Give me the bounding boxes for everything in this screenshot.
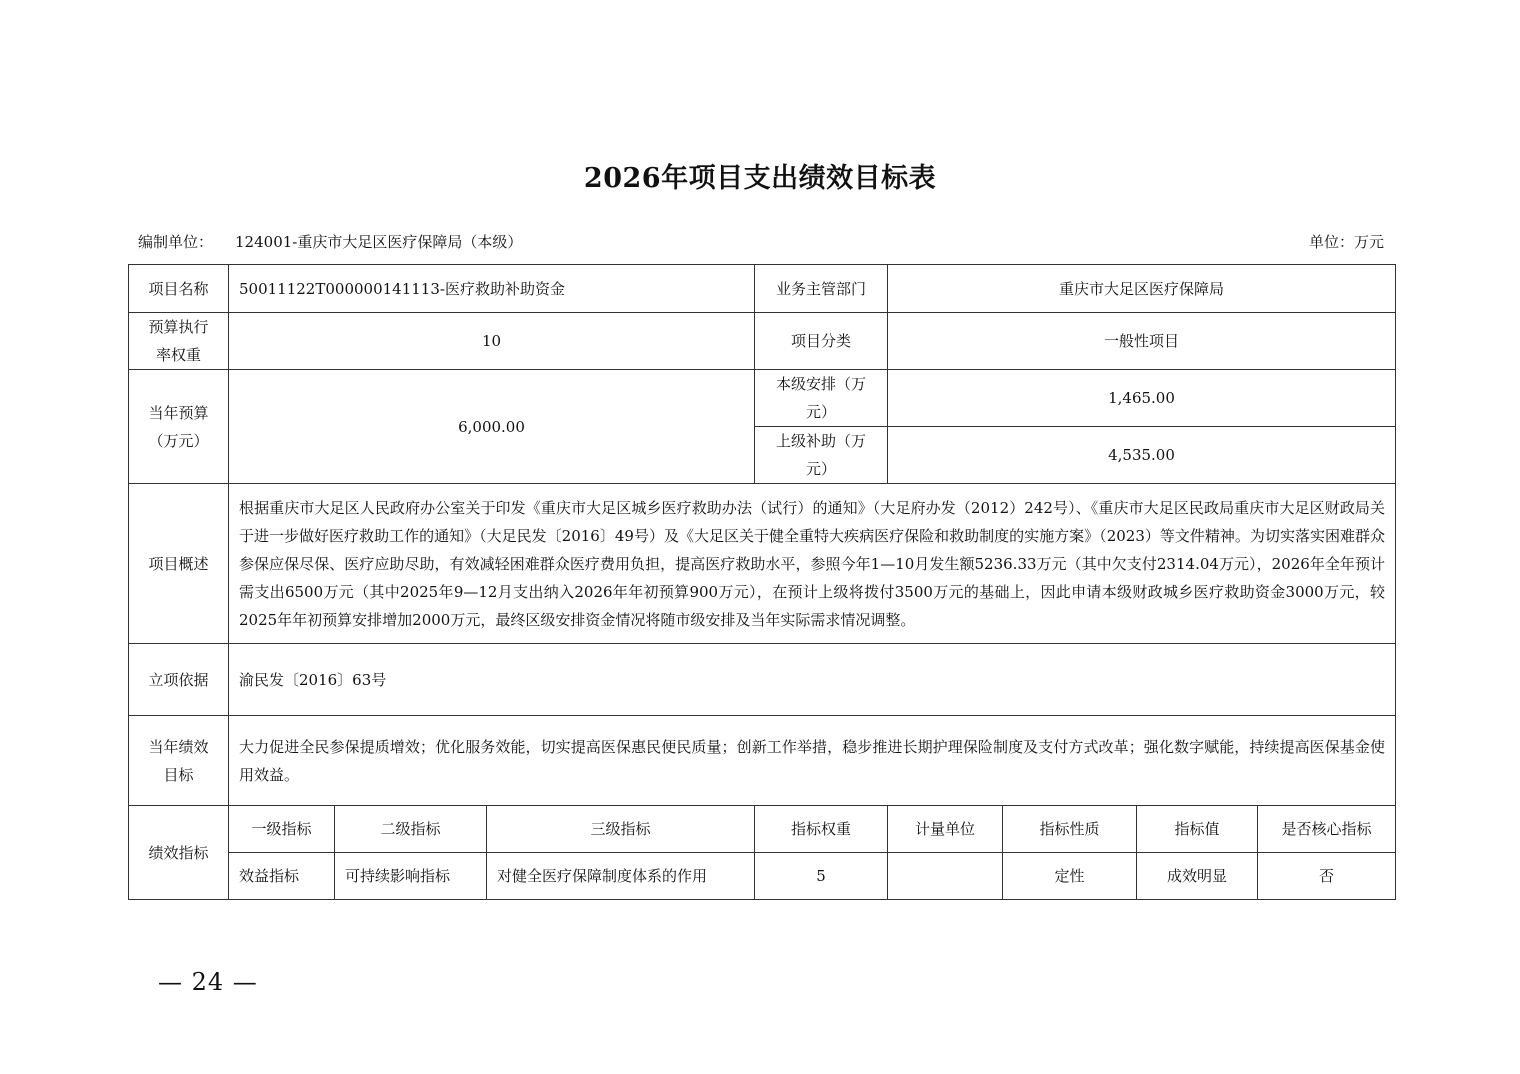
indicator-level3: 对健全医疗保障制度体系的作用 <box>487 853 755 900</box>
table-row <box>129 265 1396 313</box>
compiling-unit-value: 124001-重庆市大足区医疗保障局（本级） <box>235 233 523 251</box>
category-value: 一般性项目 <box>888 313 1396 370</box>
project-name-value: 50011122T000000141113-医疗救助补助资金 <box>229 265 755 313</box>
header-unit: 计量单位 <box>888 806 1003 853</box>
indicator-level2: 可持续影响指标 <box>335 853 487 900</box>
annual-goal-label <box>129 716 229 806</box>
dept-value: 重庆市大足区医疗保障局 <box>888 265 1396 313</box>
header-level1: 一级指标 <box>229 806 335 853</box>
overview-text: 根据重庆市大足区人民政府办公室关于印发《重庆市大足区城乡医疗救助办法（试行）的通知》（大足府办发（2012）242号）、《重庆市大足区民政局重庆市大足区财政局关于进一步做好医疗救助工作的通知》（大足民发〔2016〕49号）及《大足区关于健全重特大疾病医疗保险和救助制度的实施方案》（2023）等文件精神。为切实落实困难群众参保应保尽保、医疗应助尽助，有效减轻困难群众医疗费用负担，提高医疗救助水平，参照今年1—10月发生额5236.33万元（其中欠支付2314.04万元），2026年全年预计需支出6500万元（其中2025年9—12月支出纳入2026年年初预算900万元），在预计上级将拨付3500万元的基础上，因此申请本级财政城乡医疗救助资金3000万元，较2025年年初预算安排增加2000万元，最终区级安排资金情况将随市级安排及当年实际需求情况调整。 <box>229 484 1396 644</box>
header-weight: 指标权重 <box>755 806 888 853</box>
upper-subsidy-label-line1: 上级补助（万 <box>775 432 866 450</box>
performance-table <box>128 264 1396 900</box>
upper-subsidy-value: 4,535.00 <box>888 427 1396 484</box>
category-label: 项目分类 <box>755 313 888 370</box>
compiling-unit-label: 编制单位： <box>138 233 214 251</box>
annual-goal-label-line1: 当年绩效 <box>148 737 209 756</box>
basis-label: 立项依据 <box>129 644 229 716</box>
indicator-weight: 5 <box>755 853 888 900</box>
table-row <box>129 644 1396 716</box>
page-title: 2026年项目支出绩效目标表 <box>583 163 937 194</box>
table-row <box>129 716 1396 806</box>
overview-label: 项目概述 <box>129 484 229 644</box>
budget-weight-label-line2: 率权重 <box>155 346 201 364</box>
upper-subsidy-label-line2: 元） <box>805 460 836 478</box>
annual-budget-label <box>129 370 229 484</box>
header-nature: 指标性质 <box>1003 806 1137 853</box>
indicator-value: 成效明显 <box>1137 853 1258 900</box>
local-allocation-label <box>755 370 888 427</box>
indicator-core: 否 <box>1258 853 1396 900</box>
project-name-label: 项目名称 <box>129 265 229 313</box>
budget-weight-label <box>129 313 229 370</box>
compiling-unit <box>138 231 522 252</box>
annual-goal-text: 大力促进全民参保提质增效；优化服务效能，切实提高医保惠民便民质量；创新工作举措，稳步推进长期护理保险制度及支付方式改革；强化数字赋能，持续提高医保基金使用效益。 <box>229 716 1396 806</box>
dept-label: 业务主管部门 <box>755 265 888 313</box>
budget-weight-value: 10 <box>229 313 755 370</box>
table-row <box>129 484 1396 644</box>
table-row <box>129 370 1396 427</box>
basis-value: 渝民发〔2016〕63号 <box>229 644 1396 716</box>
indicator-nature: 定性 <box>1003 853 1137 900</box>
page-number: — 24 — <box>158 968 258 996</box>
indicators-label: 绩效指标 <box>129 806 229 900</box>
indicator-level1: 效益指标 <box>229 853 335 900</box>
indicator-header-row <box>129 806 1396 853</box>
annual-budget-label-line1: 当年预算 <box>148 403 209 422</box>
indicator-unit <box>888 853 1003 900</box>
local-allocation-value: 1,465.00 <box>888 370 1396 427</box>
annual-goal-label-line2: 目标 <box>163 765 194 784</box>
annual-budget-value: 6,000.00 <box>229 370 755 484</box>
header-value: 指标值 <box>1137 806 1258 853</box>
budget-weight-label-line1: 预算执行 <box>148 318 209 336</box>
table-row <box>129 313 1396 370</box>
currency-unit: 单位：万元 <box>1308 233 1384 251</box>
annual-budget-label-line2: （万元） <box>148 431 209 450</box>
header-core: 是否核心指标 <box>1258 806 1396 853</box>
header-level3: 三级指标 <box>487 806 755 853</box>
local-allocation-label-line1: 本级安排（万 <box>775 375 866 393</box>
indicator-row <box>129 853 1396 900</box>
header-level2: 二级指标 <box>335 806 487 853</box>
upper-subsidy-label <box>755 427 888 484</box>
local-allocation-label-line2: 元） <box>805 403 836 421</box>
